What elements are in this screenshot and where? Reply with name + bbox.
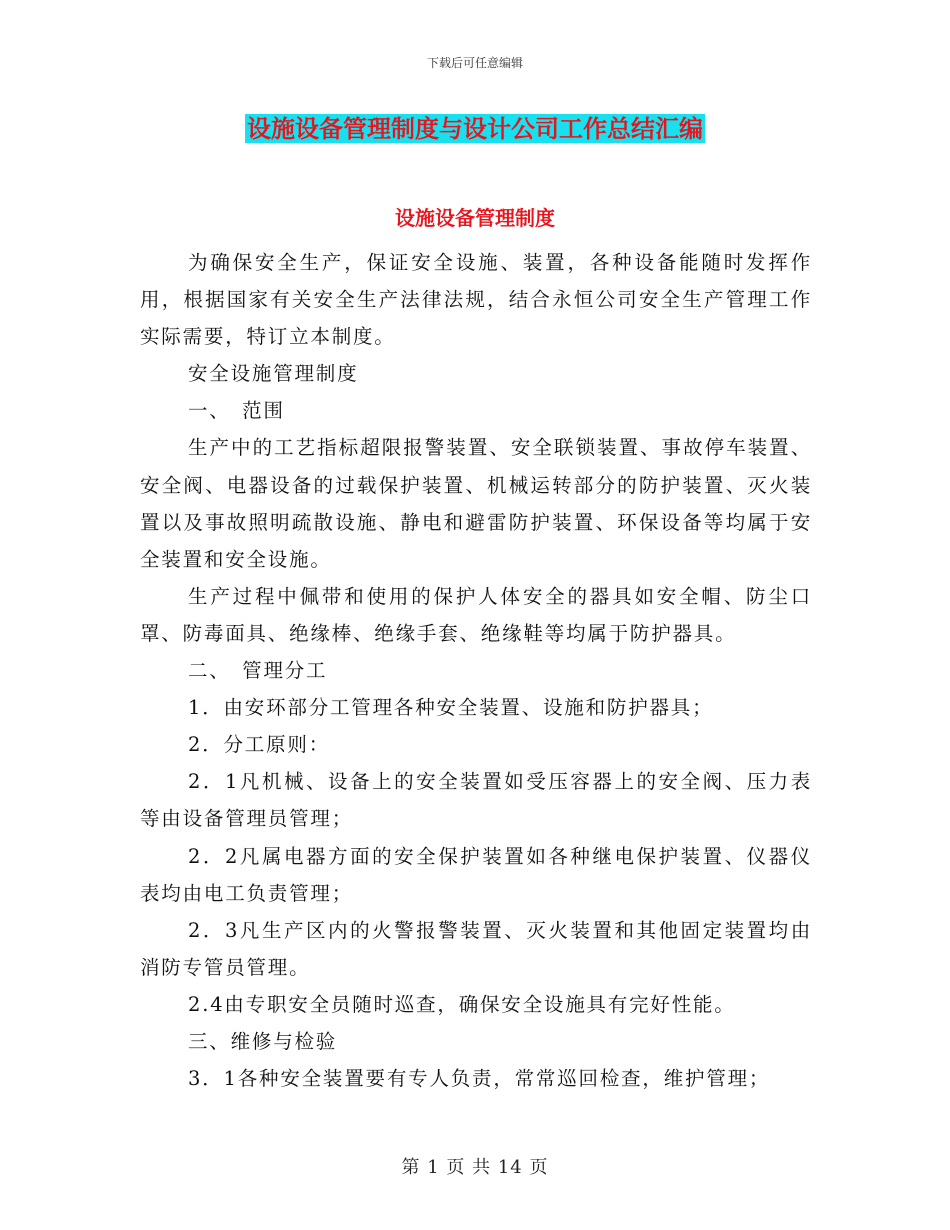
body-paragraph: 二、 管理分工 — [188, 659, 328, 683]
section-title: 设施设备管理制度 — [395, 206, 555, 230]
body-paragraph: 生产过程中佩带和使用的保护人体安全的器具如安全帽、防尘口罩、防毒面具、绝缘棒、绝缘手套、绝缘鞋等均属于防护器具。 — [140, 584, 812, 645]
body-paragraph: 安全设施管理制度 — [188, 362, 359, 386]
body-paragraph: 2．2凡属电器方面的安全保护装置如各种继电保护装置、仪器仪表均由电工负责管理； — [140, 844, 812, 905]
body-paragraph: 2．分工原则： — [188, 733, 331, 757]
body-paragraph: 为确保安全生产，保证安全设施、装置，各种设备能随时发挥作用，根据国家有关安全生产法律法规，结合永恒公司安全生产管理工作实际需要，特订立本制度。 — [140, 251, 812, 349]
page-header-note: 下载后可任意编辑 — [426, 56, 523, 70]
body-paragraph: 一、 范围 — [188, 399, 285, 423]
body-paragraph: 3．1各种安全装置要有专人负责，常常巡回检查，维护管理； — [188, 1067, 771, 1091]
document-body — [140, 244, 812, 1097]
document-title-text: 设施设备管理制度与设计公司工作总结汇编 — [247, 114, 703, 143]
body-paragraph: 1．由安环部分工管理各种安全装置、设施和防护器具； — [188, 696, 714, 720]
body-paragraph: 2．3凡生产区内的火警报警装置、灭火装置和其他固定装置均由消防专管员管理。 — [140, 918, 812, 979]
page-number-footer: 第 1 页 共 14 页 — [401, 1157, 549, 1178]
body-paragraph: 2.4由专职安全员随时巡查，确保安全设施具有完好性能。 — [188, 992, 736, 1016]
body-paragraph: 2．1凡机械、设备上的安全装置如受压容器上的安全阀、压力表等由设备管理员管理； — [140, 770, 812, 831]
document-title — [0, 112, 950, 146]
body-paragraph: 三、维修与检验 — [188, 1029, 338, 1053]
body-paragraph: 生产中的工艺指标超限报警装置、安全联锁装置、事故停车装置、安全阀、电器设备的过载保护装置、机械运转部分的防护装置、灭火装置以及事故照明疏散设施、静电和避雷防护装置、环保设备等均属于安全装置和安全设施。 — [140, 436, 812, 571]
